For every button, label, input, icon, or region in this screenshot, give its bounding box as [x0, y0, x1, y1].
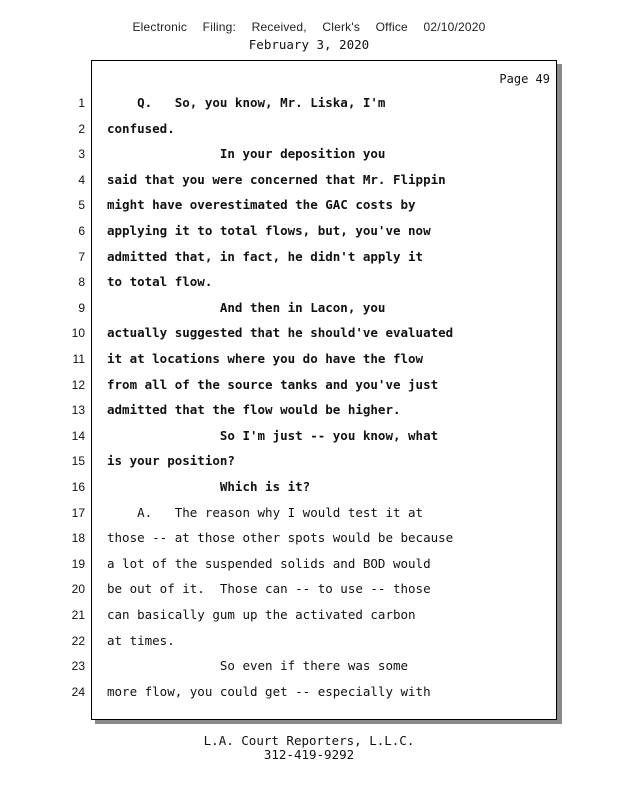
line-number: 19 — [71, 556, 85, 571]
line-number: 6 — [78, 224, 85, 238]
line-number: 17 — [71, 505, 85, 520]
transcript-line: a lot of the suspended solids and BOD would — [107, 555, 431, 571]
transcript-line: So I'm just -- you know, what — [107, 427, 439, 443]
line-number: 7 — [78, 249, 85, 264]
line-number: 1 — [78, 96, 85, 110]
line-number: 9 — [78, 300, 85, 315]
transcript-line: applying it to total flows, but, you've now — [107, 223, 431, 238]
transcript-line: it at locations where you do have the flow — [107, 351, 424, 366]
stamp-word: Electronic — [132, 20, 188, 34]
transcript-line: actually suggested that he should've evaluated — [107, 325, 454, 341]
transcript-line: Which is it? — [107, 479, 311, 494]
transcript-line: admitted that, in fact, he didn't apply it — [107, 248, 424, 264]
reporter-phone: 312-419-9292 — [263, 747, 355, 762]
transcript-line: In your deposition you — [107, 146, 386, 162]
transcript-line: more flow, you could get -- especially with — [107, 683, 431, 699]
line-number: 18 — [71, 531, 85, 546]
line-number: 22 — [71, 633, 85, 648]
line-number: 11 — [72, 352, 85, 366]
stamp-word: Clerk's — [322, 20, 361, 34]
transcript-line: A. The reason why I would test it at — [107, 504, 424, 520]
transcript-line: might have overestimated the GAC costs by — [107, 197, 416, 213]
line-number: 5 — [78, 198, 85, 213]
line-number: 21 — [71, 608, 85, 622]
stamp-word: Filing: — [202, 20, 237, 34]
transcript-line: confused. — [107, 120, 175, 136]
transcript-line: be out of it. Those can -- to use -- those — [107, 581, 431, 597]
transcript-line: those -- at those other spots would be because — [107, 530, 454, 546]
line-number: 20 — [71, 582, 85, 597]
transcript-line: is your position? — [107, 453, 235, 469]
transcript-line: And then in Lacon, you — [107, 299, 386, 315]
transcript-line: admitted that the flow would be higher. — [107, 402, 401, 418]
line-number: 14 — [71, 428, 85, 443]
line-number: 3 — [78, 147, 85, 162]
line-number: 2 — [78, 121, 85, 136]
transcript-date: February 3, 2020 — [248, 37, 370, 52]
stamp-word: Received, — [251, 20, 307, 34]
line-number: 24 — [71, 684, 85, 699]
transcript-line: So even if there was some — [107, 658, 409, 674]
transcript-line: from all of the source tanks and you've just — [107, 376, 439, 392]
line-number: 16 — [71, 480, 85, 494]
page-number: Page 49 — [499, 72, 550, 86]
stamp-word: Office — [375, 20, 408, 34]
transcript-line: to total flow. — [107, 274, 213, 290]
transcript-line: Q. So, you know, Mr. Liska, I'm — [107, 95, 386, 110]
filing-stamp — [0, 20, 618, 34]
line-number: 12 — [71, 377, 85, 392]
stamp-word: 02/10/2020 — [423, 20, 486, 34]
transcript-line: said that you were concerned that Mr. Flippin — [107, 171, 446, 187]
line-number: 13 — [71, 403, 85, 418]
line-number: 23 — [71, 659, 85, 674]
line-number: 15 — [71, 454, 85, 469]
line-number: 10 — [71, 326, 85, 341]
line-number: 8 — [78, 275, 85, 290]
transcript-line: at times. — [107, 632, 175, 648]
line-number: 4 — [78, 172, 85, 187]
transcript-line: can basically gum up the activated carbon — [107, 607, 416, 622]
reporter-company: L.A. Court Reporters, L.L.C. — [203, 733, 415, 748]
